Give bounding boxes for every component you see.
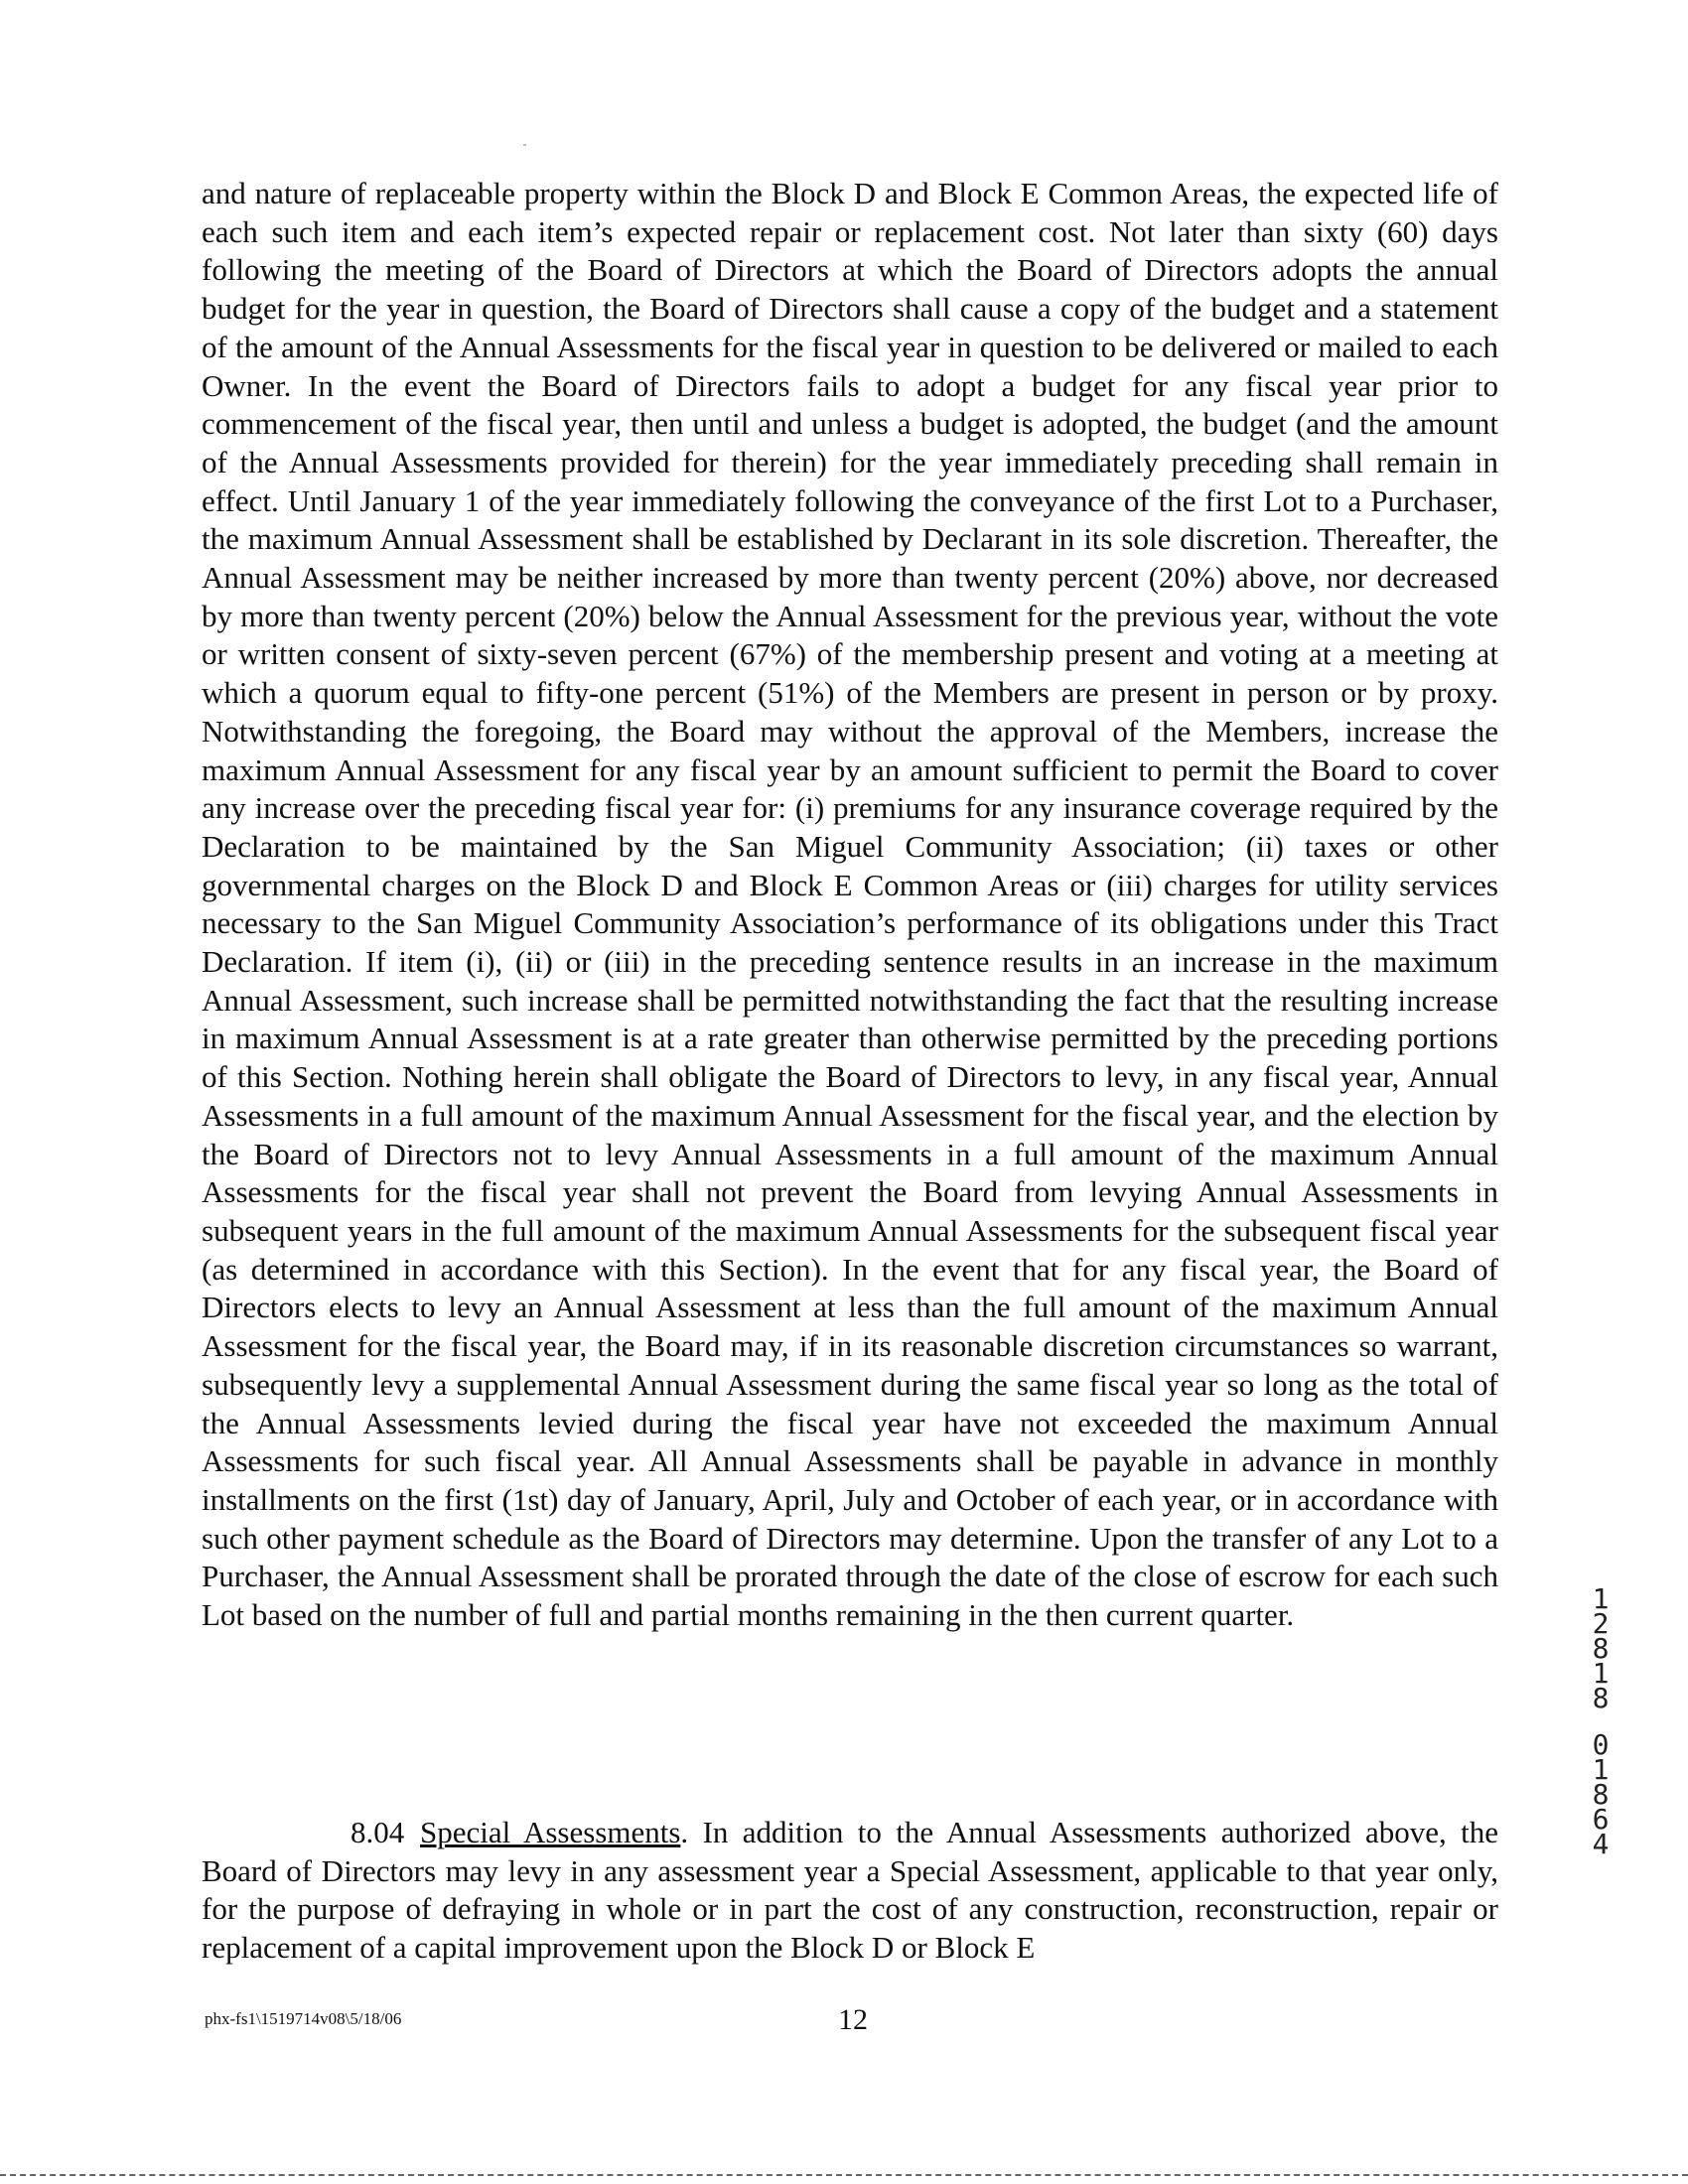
stamp-digit: 1	[1592, 1753, 1610, 1786]
body-paragraph: and nature of replaceable property within the Block D and Block E Common Areas, the expected life of each such item and each item’s expected repair or replacement cost. Not later than sixty (60) days following the meeting of the Board of Directors at which the Board of Directors adopts the annual budget for the year in question, the Board of Directors shall cause a copy of the budget and a statement of the amount of the Annual Assessments for the fiscal year in question to be delivered or mailed to each Owner. In the event the Board of Directors fails to adopt a budget for any fiscal year prior to commencement of the fiscal year, then until and unless a budget is adopted, the budget (and the amount of the Annual Assessments provided for therein) for the year immediately preceding shall remain in effect. Until January 1 of the year immediately following the conveyance of the first Lot to a Purchaser, the maximum Annual Assessment shall be established by Declarant in its sole discretion. Thereafter, the Annual Assessment may be neither increased by more than twenty percent (20%) above, nor decreased by more than twenty percent (20%) below the Annual Assessment for the previous year, without the vote or written consent of sixty-seven percent (67%) of the membership present and voting at a meeting at which a quorum equal to fifty-one percent (51%) of the Members are present in person or by proxy. Notwithstanding the foregoing, the Board may without the approval of the Members, increase the maximum Annual Assessment for any fiscal year by an amount sufficient to permit the Board to cover any increase over the preceding fiscal year for: (i) premiums for any insurance coverage required by the Declaration to be maintained by the San Miguel Community Association; (ii) taxes or other governmental charges on the Block D and Block E Common Areas or (iii) charges for utility services necessary to the San Miguel Community Association’s performance of its obligations under this Tract Declaration. If item (i), (ii) or (iii) in the preceding sentence results in an increase in the maximum Annual Assessment, such increase shall be permitted notwithstanding the fact that the resulting increase in maximum Annual Assessment is at a rate greater than otherwise permitted by the preceding portions of this Section. Nothing herein shall obligate the Board of Directors to levy, in any fiscal year, Annual Assessments in a full amount of the maximum Annual Assessment for the fiscal year, and the election by the Board of Directors not to levy Annual Assessments in a full amount of the maximum Annual Assessments for the fiscal year shall not prevent the Board from levying Annual Assessments in subsequent years in the full amount of the maximum Annual Assessments for the subsequent fiscal year (as determined in accordance with this Section). In the event that for any fiscal year, the Board of Directors elects to levy an Annual Assessment at less than the full amount of the maximum Annual Assessment for the fiscal year, the Board may, if in its reasonable discretion circumstances so warrant, subsequently levy a supplemental Annual Assessment during the same fiscal year so long as the total of the Annual Assessments levied during the fiscal year have not exceeded the maximum Annual Assessments for such fiscal year. All Annual Assessments shall be payable in advance in monthly installments on the first (1st) day of January, April, July and October of each year, or in accordance with such other payment schedule as the Board of Directors may determine. Upon the transfer of any Lot to a Purchaser, the Annual Assessment shall be prorated through the date of the close of escrow for each such Lot based on the number of full and partial months remaining in the then current quarter.	[202, 176, 1498, 1633]
side-recording-stamp	[1586, 1582, 1616, 1860]
stamp-digit: 1	[1592, 1582, 1610, 1615]
scan-artifact	[523, 144, 526, 146]
page-number: 12	[838, 2003, 868, 2036]
stamp-digit: 2	[1592, 1607, 1610, 1640]
scan-bottom-edge	[0, 2174, 1688, 2176]
section-number: 8.04	[351, 1815, 405, 1849]
footer-file-id: phx-fs1\1519714v08\5/18/06	[205, 2009, 402, 2028]
stamp-digit: 0	[1592, 1728, 1610, 1761]
section-title: Special Assessments	[420, 1815, 681, 1849]
section-8-04-paragraph	[202, 1814, 1498, 1968]
stamp-digit: 1	[1592, 1657, 1610, 1690]
stamp-digit: 8	[1592, 1778, 1610, 1811]
stamp-digit: 8	[1592, 1632, 1610, 1665]
section-text: . In addition to the Annual Assessments authorized above, the Board of Directors may levy in any assessment year a Special Assessment, applicable to that year only, for the purpose of defraying in whole or in part the cost of any construction, reconstruction, repair or replacement of a capital improvement upon the Block D or Block E	[202, 1815, 1498, 1966]
stamp-digit: 8	[1592, 1682, 1610, 1714]
stamp-digit: 6	[1592, 1803, 1610, 1836]
stamp-digit: 4	[1592, 1828, 1610, 1860]
